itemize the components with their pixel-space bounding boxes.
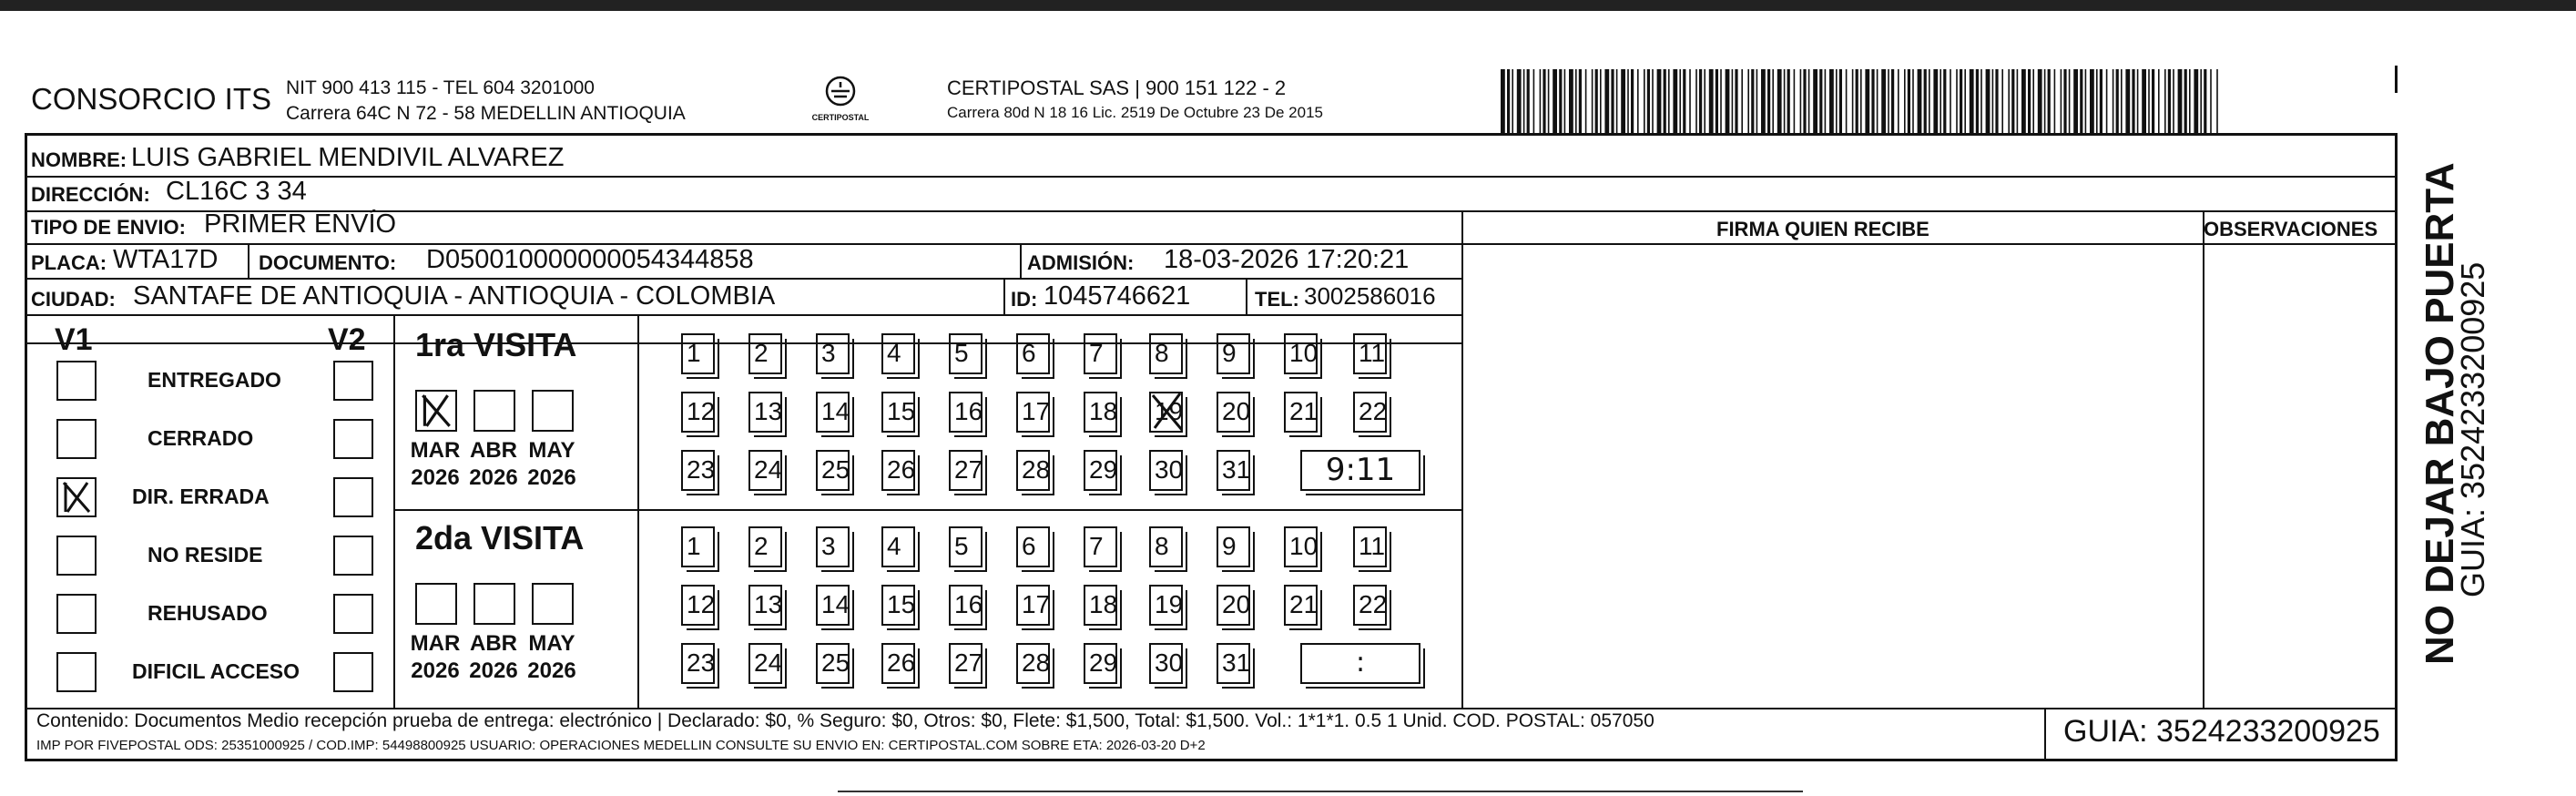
- barcode-bar: [1720, 69, 1722, 133]
- barcode-bar: [1507, 69, 1510, 133]
- day-box[interactable]: 22: [1353, 585, 1387, 626]
- barcode-bar: [2194, 69, 2198, 133]
- barcode-bar: [1747, 69, 1749, 133]
- barcode-bar: [1794, 69, 1796, 133]
- v2-checkbox[interactable]: [333, 361, 373, 401]
- barcode-bar: [1767, 69, 1770, 133]
- day-box[interactable]: 5: [949, 333, 983, 374]
- barcode-bar: [1908, 69, 1910, 133]
- documento-value: D050010000000054344858: [426, 245, 754, 274]
- company-nit: NIT 900 413 115 - TEL 604 3201000: [286, 77, 595, 98]
- status-label: CERRADO: [148, 426, 254, 450]
- carrier-address: Carrera 80d N 18 16 Lic. 2519 De Octubre 23 De 2015: [947, 104, 1323, 121]
- barcode-bar: [1616, 69, 1618, 133]
- barcode-bar: [1689, 69, 1691, 133]
- nombre-label: NOMBRE:: [31, 148, 127, 171]
- day-box[interactable]: 16: [949, 585, 983, 626]
- barcode-bar: [1527, 69, 1530, 133]
- status-label: REHUSADO: [148, 601, 268, 625]
- month-checkbox[interactable]: [473, 583, 515, 625]
- barcode-bar: [1673, 69, 1677, 133]
- barcode-bar: [1940, 69, 1941, 133]
- barcode-bar: [1964, 69, 1966, 133]
- day-box[interactable]: 21: [1284, 392, 1318, 433]
- day-box[interactable]: 10: [1284, 526, 1318, 567]
- barcode-bar: [2168, 69, 2171, 133]
- barcode-bar: [1657, 69, 1662, 133]
- barcode-bar: [1695, 69, 1697, 133]
- barcode-bar: [1751, 69, 1754, 133]
- day-box[interactable]: 3: [816, 526, 850, 567]
- barcode-bar: [1860, 69, 1862, 133]
- barcode-bar: [1929, 69, 1930, 133]
- barcode-bar: [1976, 69, 1979, 133]
- barcode-bar: [2132, 69, 2134, 133]
- day-box[interactable]: 31: [1217, 643, 1250, 684]
- v1-label: V1: [55, 322, 93, 357]
- barcode-bar: [2204, 69, 2206, 133]
- barcode-bar: [1683, 69, 1685, 133]
- barcode-bar: [2069, 69, 2071, 133]
- day-box[interactable]: 2: [748, 526, 782, 567]
- v2-label: V2: [328, 322, 366, 357]
- status-label: DIFICIL ACCESO: [132, 659, 300, 683]
- status-label: ENTREGADO: [148, 368, 281, 392]
- day-box[interactable]: 13: [748, 585, 782, 626]
- barcode-bar: [2080, 69, 2082, 133]
- barcode-bar: [1912, 69, 1914, 133]
- barcode-bar: [1575, 69, 1577, 133]
- barcode-bar: [2048, 69, 2051, 133]
- month-x-mark: [417, 392, 455, 430]
- id-label: ID:: [1011, 288, 1038, 311]
- placa-value: WTA17D: [113, 245, 219, 274]
- carrier-logo: [809, 73, 872, 126]
- barcode-bar: [1980, 69, 1982, 133]
- barcode-bar: [1825, 69, 1827, 133]
- barcode-bar: [1772, 69, 1774, 133]
- barcode-bar: [1813, 69, 1817, 133]
- year-label: 2026: [411, 465, 460, 490]
- day-box[interactable]: 2: [748, 333, 782, 374]
- barcode-bar: [2044, 69, 2046, 133]
- barcode-bar: [1761, 69, 1766, 133]
- no-dejar-text: NO DEJAR BAJO PUERTA: [2418, 162, 2462, 665]
- barcode-bar: [1992, 69, 1994, 133]
- barcode-bar: [1732, 69, 1734, 133]
- v2-checkbox[interactable]: [333, 536, 373, 576]
- barcode-bar: [2173, 69, 2174, 133]
- barcode-bar: [1533, 69, 1535, 133]
- barcode-bar: [1933, 69, 1938, 133]
- v1-checkbox[interactable]: [56, 419, 97, 459]
- time-field[interactable]: 9:11: [1300, 450, 1420, 491]
- barcode-bar: [1986, 69, 1991, 133]
- day-box[interactable]: 29: [1084, 450, 1117, 491]
- barcode-bar: [1960, 69, 1962, 133]
- barcode-bar: [1592, 69, 1593, 133]
- ciudad-label: CIUDAD:: [31, 288, 116, 311]
- corner-mark: [2395, 66, 2398, 93]
- day-box[interactable]: 8: [1149, 333, 1183, 374]
- day-box[interactable]: 4: [881, 333, 915, 374]
- barcode-bar: [2116, 69, 2119, 133]
- year-label: 2026: [527, 465, 576, 490]
- day-box[interactable]: 28: [1016, 643, 1050, 684]
- barcode: [1501, 69, 2224, 133]
- day-box[interactable]: 8: [1149, 526, 1183, 567]
- v1-checkbox[interactable]: [56, 477, 97, 517]
- barcode-bar: [2017, 69, 2019, 133]
- barcode-bar: [1950, 69, 1951, 133]
- barcode-bar: [1652, 69, 1654, 133]
- day-box[interactable]: 29: [1084, 643, 1117, 684]
- day-box[interactable]: 3: [816, 333, 850, 374]
- barcode-bar: [2125, 69, 2130, 133]
- barcode-bar: [1559, 69, 1562, 133]
- day-box[interactable]: 7: [1084, 333, 1117, 374]
- barcode-bar: [2189, 69, 2191, 133]
- day-box[interactable]: 20: [1217, 585, 1250, 626]
- barcode-bar: [2100, 69, 2103, 133]
- tipo-envio-label: TIPO DE ENVIO:: [31, 216, 186, 239]
- barcode-bar: [1995, 69, 1998, 133]
- barcode-bar: [2008, 69, 2010, 133]
- barcode-bar: [1523, 69, 1525, 133]
- month-label: MAR: [410, 438, 461, 463]
- barcode-bar: [2178, 69, 2183, 133]
- barcode-bar: [2061, 69, 2062, 133]
- month-label: MAR: [410, 631, 461, 656]
- barcode-bar: [1604, 69, 1609, 133]
- day-box[interactable]: 23: [681, 450, 715, 491]
- barcode-bar: [2148, 69, 2150, 133]
- barcode-bar: [1540, 69, 1542, 133]
- barcode-bar: [1664, 69, 1666, 133]
- day-box[interactable]: 25: [816, 643, 850, 684]
- barcode-bar: [2096, 69, 2098, 133]
- barcode-bar: [2152, 69, 2154, 133]
- barcode-bar: [1808, 69, 1810, 133]
- barcode-bar: [1891, 69, 1894, 133]
- barcode-bar: [1517, 69, 1522, 133]
- day-box[interactable]: 18: [1084, 392, 1117, 433]
- barcode-bar: [1585, 69, 1587, 133]
- day-box[interactable]: 26: [881, 450, 915, 491]
- v1-checkbox[interactable]: [56, 594, 97, 634]
- day-x-mark: [1147, 390, 1187, 434]
- company-name: CONSORCIO ITS: [31, 82, 272, 116]
- barcode-bar: [1726, 69, 1730, 133]
- v1-checkbox[interactable]: [56, 361, 97, 401]
- day-box[interactable]: 27: [949, 643, 983, 684]
- barcode-bar: [1704, 69, 1705, 133]
- day-box[interactable]: 9: [1217, 526, 1250, 567]
- barcode-bar: [1918, 69, 1922, 133]
- direccion-label: DIRECCIÓN:: [31, 183, 150, 206]
- day-box[interactable]: 6: [1016, 333, 1050, 374]
- day-box[interactable]: 14: [816, 392, 850, 433]
- barcode-bar: [1856, 69, 1858, 133]
- status-label: NO RESIDE: [148, 543, 263, 566]
- barcode-bar: [1637, 69, 1639, 133]
- barcode-bar: [1644, 69, 1645, 133]
- bottom-rule: [838, 791, 1803, 792]
- barcode-bar: [2106, 69, 2108, 133]
- tel-label: TEL:: [1255, 288, 1299, 311]
- barcode-bar: [1943, 69, 1946, 133]
- day-box[interactable]: 6: [1016, 526, 1050, 567]
- barcode-bar: [1709, 69, 1714, 133]
- day-box[interactable]: 11: [1353, 526, 1387, 567]
- month-checkbox[interactable]: [532, 390, 574, 432]
- day-box[interactable]: 7: [1084, 526, 1117, 567]
- barcode-bar: [1512, 69, 1513, 133]
- v1-checkbox[interactable]: [56, 536, 97, 576]
- month-checkbox[interactable]: [415, 390, 457, 432]
- barcode-bar: [1631, 69, 1634, 133]
- day-box[interactable]: 31: [1217, 450, 1250, 491]
- v2-checkbox[interactable]: [333, 419, 373, 459]
- day-box[interactable]: 12: [681, 585, 715, 626]
- barcode-bar: [1924, 69, 1927, 133]
- barcode-bar: [1904, 69, 1906, 133]
- admision-label: ADMISIÓN:: [1027, 251, 1135, 274]
- barcode-bar: [1579, 69, 1582, 133]
- barcode-bar: [1836, 69, 1838, 133]
- year-label: 2026: [411, 658, 460, 683]
- barcode-bar: [1829, 69, 1834, 133]
- barcode-bar: [1564, 69, 1566, 133]
- barcode-bar: [1787, 69, 1790, 133]
- ciudad-value: SANTAFE DE ANTIOQUIA - ANTIOQUIA - COLOMBIA: [133, 281, 776, 311]
- carrier-name: CERTIPOSTAL SAS | 900 151 122 - 2: [947, 77, 1287, 99]
- day-box[interactable]: 16: [949, 392, 983, 433]
- id-value: 1045746621: [1044, 281, 1191, 311]
- barcode-bar: [1679, 69, 1681, 133]
- day-box[interactable]: 23: [681, 643, 715, 684]
- barcode-bar: [2137, 69, 2139, 133]
- day-box[interactable]: 22: [1353, 392, 1387, 433]
- barcode-bar: [1553, 69, 1557, 133]
- barcode-bar: [1668, 69, 1670, 133]
- barcode-bar: [2142, 69, 2146, 133]
- barcode-bar: [1501, 69, 1505, 133]
- tipo-envio-value: PRIMER ENVÍO: [204, 209, 397, 239]
- barcode-bar: [1621, 69, 1625, 133]
- day-box[interactable]: 26: [881, 643, 915, 684]
- month-checkbox[interactable]: [532, 583, 574, 625]
- barcode-bar: [1800, 69, 1802, 133]
- barcode-bar: [2054, 69, 2056, 133]
- v2-checkbox[interactable]: [333, 594, 373, 634]
- barcode-bar: [2121, 69, 2123, 133]
- day-box[interactable]: 19: [1149, 392, 1183, 433]
- day-box[interactable]: 30: [1149, 450, 1183, 491]
- day-box[interactable]: 14: [816, 585, 850, 626]
- day-box[interactable]: 5: [949, 526, 983, 567]
- day-box[interactable]: 12: [681, 392, 715, 433]
- month-label: MAY: [528, 438, 575, 463]
- barcode-bar: [1756, 69, 1758, 133]
- carrier-logo-text: CERTIPOSTAL: [811, 113, 870, 122]
- barcode-bar: [2021, 69, 2026, 133]
- day-box[interactable]: 28: [1016, 450, 1050, 491]
- barcode-bar: [1871, 69, 1874, 133]
- barcode-bar: [1543, 69, 1545, 133]
- side-guia-text: GUIA: 3524233200925: [2454, 261, 2488, 597]
- day-box[interactable]: 17: [1016, 585, 1050, 626]
- time-field[interactable]: :: [1300, 643, 1420, 684]
- year-label: 2026: [469, 658, 518, 683]
- day-box[interactable]: 13: [748, 392, 782, 433]
- day-box[interactable]: 11: [1353, 333, 1387, 374]
- month-label: MAY: [528, 631, 575, 656]
- day-box[interactable]: 19: [1149, 585, 1183, 626]
- direccion-value: CL16C 3 34: [166, 177, 307, 206]
- barcode-bar: [1611, 69, 1614, 133]
- barcode-bar: [2028, 69, 2031, 133]
- day-box[interactable]: 4: [881, 526, 915, 567]
- v2-checkbox[interactable]: [333, 652, 373, 692]
- barcode-bar: [2073, 69, 2078, 133]
- barcode-bar: [2200, 69, 2202, 133]
- barcode-bar: [1784, 69, 1786, 133]
- observaciones-label: OBSERVACIONES: [2204, 218, 2378, 240]
- barcode-bar: [2184, 69, 2187, 133]
- barcode-bar: [1741, 69, 1743, 133]
- barcode-bar: [2090, 69, 2094, 133]
- admision-value: 18-03-2026 17:20:21: [1164, 245, 1410, 274]
- day-box[interactable]: 9: [1217, 333, 1250, 374]
- month-checkbox[interactable]: [473, 390, 515, 432]
- footer-guia: GUIA: 3524233200925: [2063, 714, 2380, 749]
- barcode-bar: [2210, 69, 2212, 133]
- status-label: DIR. ERRADA: [132, 485, 270, 508]
- barcode-bar: [1600, 69, 1602, 133]
- day-box[interactable]: 15: [881, 392, 915, 433]
- year-label: 2026: [469, 465, 518, 490]
- barcode-bar: [1819, 69, 1822, 133]
- barcode-bar: [2038, 69, 2042, 133]
- barcode-bar: [2063, 69, 2066, 133]
- barcode-bar: [1548, 69, 1550, 133]
- barcode-bar: [1777, 69, 1782, 133]
- month-label: ABR: [470, 631, 517, 656]
- company-address: Carrera 64C N 72 - 58 MEDELLIN ANTIOQUIA: [286, 103, 686, 124]
- barcode-bar: [1647, 69, 1650, 133]
- barcode-bar: [2001, 69, 2003, 133]
- footer-contenido: Contenido: Documentos Medio recepción prueba de entrega: electrónico | Declarado: $0, % Seguro: $0, Otros: $0, Flete: $1,500, Total: $1,500. Vol.: 1*1*1. 0.5 1 Unid. COD. POSTAL: 057050: [36, 710, 1655, 731]
- month-label: ABR: [470, 438, 517, 463]
- firma-label: FIRMA QUIEN RECIBE: [1716, 218, 1929, 240]
- top-edge-bar: [0, 0, 2576, 11]
- visit-title: 2da VISITA: [415, 519, 585, 556]
- day-box[interactable]: 1: [681, 333, 715, 374]
- barcode-bar: [1595, 69, 1598, 133]
- barcode-bar: [1803, 69, 1806, 133]
- year-label: 2026: [527, 658, 576, 683]
- barcode-bar: [1881, 69, 1886, 133]
- day-box[interactable]: 25: [816, 450, 850, 491]
- v1-checkbox[interactable]: [56, 652, 97, 692]
- day-box[interactable]: 27: [949, 450, 983, 491]
- barcode-bar: [1956, 69, 1958, 133]
- barcode-bar: [2113, 69, 2114, 133]
- day-box[interactable]: 17: [1016, 392, 1050, 433]
- day-box[interactable]: 15: [881, 585, 915, 626]
- barcode-bar: [2158, 69, 2160, 133]
- barcode-bar: [1888, 69, 1889, 133]
- barcode-bar: [2164, 69, 2166, 133]
- barcode-bar: [1699, 69, 1702, 133]
- v2-checkbox[interactable]: [333, 477, 373, 517]
- barcode-bar: [2032, 69, 2034, 133]
- barcode-bar: [1846, 69, 1848, 133]
- barcode-bar: [1970, 69, 1974, 133]
- day-box[interactable]: 20: [1217, 392, 1250, 433]
- barcode-bar: [1839, 69, 1842, 133]
- barcode-bar: [2011, 69, 2014, 133]
- barcode-bar: [1852, 69, 1854, 133]
- barcode-bar: [1735, 69, 1737, 133]
- checkmark-x: [58, 479, 95, 515]
- barcode-bar: [1865, 69, 1869, 133]
- visit-title: 1ra VISITA: [415, 326, 577, 363]
- day-box[interactable]: 21: [1284, 585, 1318, 626]
- barcode-bar: [1877, 69, 1879, 133]
- footer-imp: IMP POR FIVEPOSTAL ODS: 25351000925 / COD.IMP: 54498800925 USUARIO: OPERACIONES MEDELLIN CONSULTE SU ENVIO EN: CERTIPOSTAL.COM SOBRE ETA: 2026-03-20 D+2: [36, 738, 1206, 753]
- barcode-bar: [1898, 69, 1899, 133]
- day-box[interactable]: 1: [681, 526, 715, 567]
- day-box[interactable]: 24: [748, 450, 782, 491]
- documento-label: DOCUMENTO:: [259, 251, 397, 274]
- month-checkbox[interactable]: [415, 583, 457, 625]
- nombre-value: LUIS GABRIEL MENDIVIL ALVAREZ: [131, 143, 565, 172]
- barcode-bar: [1569, 69, 1573, 133]
- barcode-bar: [2216, 69, 2218, 133]
- day-box[interactable]: 10: [1284, 333, 1318, 374]
- barcode-bar: [1627, 69, 1629, 133]
- day-box[interactable]: 30: [1149, 643, 1183, 684]
- barcode-bar: [1716, 69, 1718, 133]
- day-box[interactable]: 24: [748, 643, 782, 684]
- barcode-bar: [2085, 69, 2087, 133]
- tel-value: 3002586016: [1304, 282, 1436, 310]
- day-box[interactable]: 18: [1084, 585, 1117, 626]
- placa-label: PLACA:: [31, 251, 107, 274]
- side-text: [2406, 133, 2488, 679]
